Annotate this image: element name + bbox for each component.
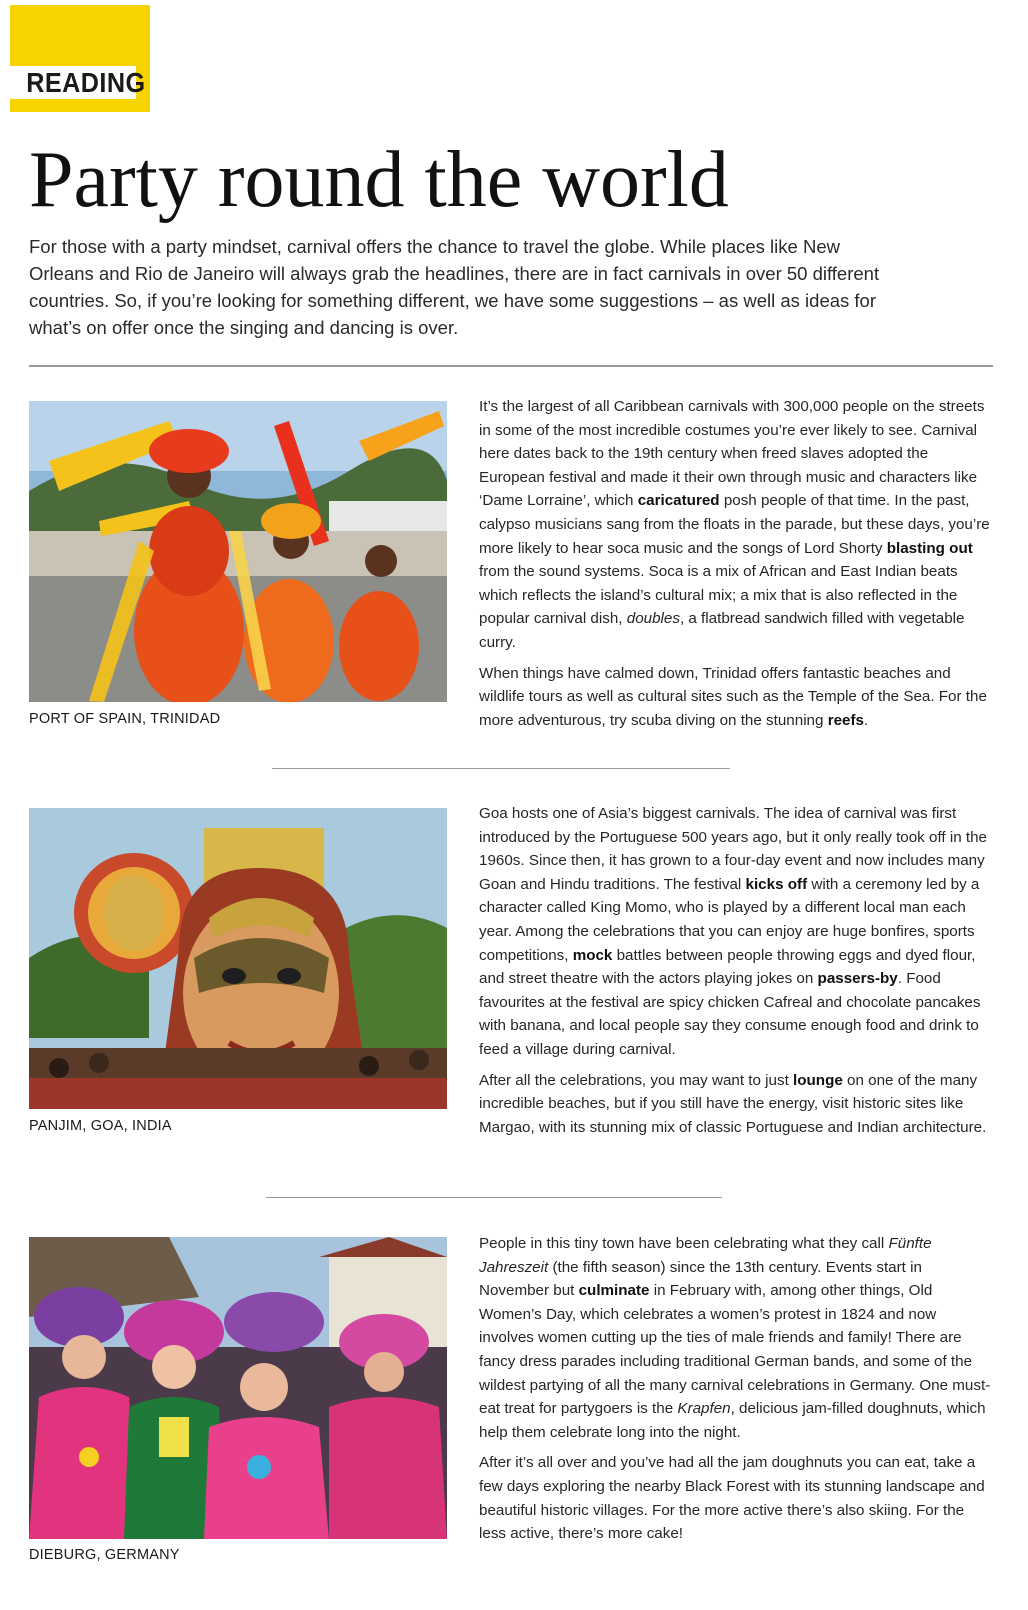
text-run: It’s the largest of all Caribbean carnivals with 300,000 people on the streets in some of the most incredible costumes you’re ever likely to see. Carnival here dates back to the 19th century when freed slaves adopted the European festival and made it their own through music and characters like ‘Dame Lorraine’, which xyxy=(479,398,985,510)
photo-dieburg xyxy=(29,1237,447,1539)
section-label: READING xyxy=(10,66,136,99)
article-goa-p1 xyxy=(479,802,995,1062)
key-word: reefs xyxy=(827,711,864,729)
text-run: in February with, among other things, Old Women’s Day, which celebrates a women’s protest in 1824 and now involves women cutting up the ties of male friends and family! There are fancy dress parades including traditional German bands, and some of the wildest partying of all the many carnival celebrations in Germany. One must-eat treat for partygoers is the xyxy=(479,1282,991,1418)
italic-term: Krapfen xyxy=(677,1400,731,1418)
key-word: kicks off xyxy=(745,875,808,893)
key-word: lounge xyxy=(793,1071,843,1089)
page-title: Party round the world xyxy=(29,136,729,224)
italic-term: doubles xyxy=(626,610,680,628)
text-run: After all the celebrations, you may want to just xyxy=(479,1071,794,1089)
text-run: , delicious jam-filled doughnuts, which help them celebrate long into the night. xyxy=(479,1400,986,1441)
photo-trinidad xyxy=(29,401,447,702)
article-trinidad-p2 xyxy=(479,662,995,733)
article-trinidad xyxy=(479,395,995,739)
caption-trinidad: PORT OF SPAIN, TRINIDAD xyxy=(29,711,221,727)
article-dieburg-p2 xyxy=(479,1451,995,1545)
key-word: caricatured xyxy=(637,492,720,510)
text-run: . Food favourites at the festival are spicy chicken Cafreal and chocolate pancakes with banana, and local people say they consume enough food and drink to feed a village during carnival. xyxy=(479,970,981,1058)
article-goa-p2 xyxy=(479,1069,995,1140)
text-run: Goa hosts one of Asia’s biggest carnivals. The idea of carnival was first introduced by the Portuguese 500 years ago, but it only really took off in the 1960s. Since then, it has grown to a four-day event and now includes many Goan and Hindu traditions. The festival xyxy=(479,805,987,893)
text-run: When things have calmed down, Trinidad offers fantastic beaches and wildlife tours as well as cultural sites such as the Temple of the Sea. For the more adventurous, try scuba diving on the stunning xyxy=(479,664,987,729)
caption-dieburg: DIEBURG, GERMANY xyxy=(29,1547,180,1563)
text-run: People in this tiny town have been celebrating what they call xyxy=(479,1235,889,1252)
intro-paragraph: For those with a party mindset, carnival offers the chance to travel the globe. While places like New Orleans and Rio de Janeiro will always grab the headlines, there are in fact carnivals in over 50 different countries. So, if you’re looking for something different, we have some suggestions – as well as ideas for what’s on offer once the singing and dancing is over. xyxy=(29,236,880,338)
text-run: , a flatbread sandwich filled with vegetable curry. xyxy=(479,610,965,651)
text-run: posh people of that time. In the past, calypso musicians sang from the floats in the parade, but these days, you’re more likely to hear soca music and the songs of Lord Shorty xyxy=(479,492,990,557)
text-run: battles between people throwing eggs and dyed flour, and street theatre with the actors playing jokes on xyxy=(479,946,976,988)
section-badge xyxy=(10,5,150,112)
article-goa xyxy=(479,802,995,1146)
italic-term: Fünfte Jahreszeit xyxy=(479,1235,932,1276)
divider-2 xyxy=(266,1197,722,1198)
key-word: passers-by xyxy=(817,970,898,988)
top-divider xyxy=(29,365,993,367)
article-trinidad-p1 xyxy=(479,395,995,655)
key-word: mock xyxy=(572,946,613,964)
text-run: on one of the many incredible beaches, but if you still have the energy, visit historic sites like Margao, with its stunning mix of classic Portuguese and Indian architecture. xyxy=(479,1071,987,1136)
article-dieburg-p1 xyxy=(479,1232,995,1444)
text-run: (the fifth season) since the 13th century. Events start in November but xyxy=(479,1258,922,1300)
text-run: . xyxy=(864,711,869,729)
divider-1 xyxy=(272,768,730,769)
caption-goa: PANJIM, GOA, INDIA xyxy=(29,1118,172,1134)
photo-goa xyxy=(29,808,447,1109)
key-word: blasting out xyxy=(886,539,973,557)
text-run: After it’s all over and you’ve had all the jam doughnuts you can eat, take a few days exploring the nearby Black Forest with its stunning landscape and beautiful historic villages. For the more active there’s also skiing. For the less active, there’s more cake! xyxy=(479,1454,985,1543)
article-dieburg xyxy=(479,1232,995,1553)
text-run: with a ceremony led by a character called King Momo, who is played by a different local man each year. Among the celebrations that you can enjoy are huge bonfires, sports competitions, xyxy=(479,875,980,964)
key-word: culminate xyxy=(578,1282,650,1300)
text-run: from the sound systems. Soca is a mix of African and East Indian beats which reflects the island’s cultural mix; a mix that is also reflected in the popular carnival dish, xyxy=(479,563,958,628)
